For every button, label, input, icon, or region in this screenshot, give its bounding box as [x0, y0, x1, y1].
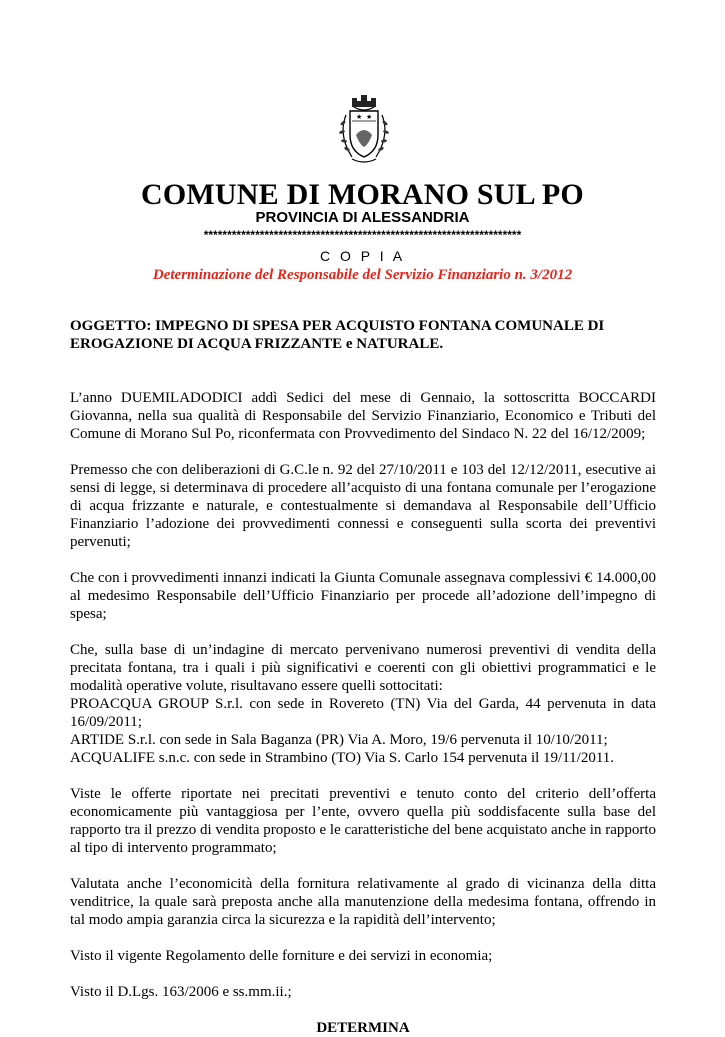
copy-label: C O P I A	[319, 248, 406, 264]
quote-item: ARTIDE S.r.l. con sede in Sala Baganza (PR) Via A. Moro, 19/6 pervenuta il 10/10/2011;	[70, 732, 608, 748]
determina-heading: DETERMINA	[316, 1020, 410, 1036]
svg-text:★: ★	[366, 113, 373, 121]
subject-line: OGGETTO: IMPEGNO DI SPESA PER ACQUISTO FONTANA COMUNALE DI EROGAZIONE DI ACQUA FRIZZANTE e NATURALE.	[70, 318, 605, 352]
star-separator: ********************************************************************	[203, 228, 522, 242]
quote-item: ACQUALIFE s.n.c. con sede in Strambino (TO) Via S. Carlo 154 pervenuta il 19/11/2011.	[70, 750, 615, 766]
quote-item: PROACQUA GROUP S.r.l. con sede in Rovereto (TN) Via del Garda, 44 pervenuta in data 16/09/2011;	[70, 696, 656, 730]
paragraph-economy: Valutata anche l’economicità della fornitura relativamente al grado di vicinanza della ditta venditrice, la quale sarà preposta anche alla manutenzione della medesima fontana, offrendo in tal modo ampia garanzia circa la sicurezza e la rapidità dell’intervento;	[70, 876, 656, 928]
paragraph-regulation: Visto il vigente Regolamento delle forniture e dei servizi in economia;	[70, 948, 493, 964]
municipality-title: COMUNE DI MORANO SUL PO	[141, 178, 584, 211]
paragraph-decree: Visto il D.Lgs. 163/2006 e ss.mm.ii.;	[70, 984, 292, 1000]
svg-text:★: ★	[356, 113, 363, 121]
determination-heading: Determinazione del Responsabile del Servizio Finanziario n. 3/2012	[152, 267, 573, 283]
document-body	[70, 317, 656, 1037]
paragraph-premesso: Premesso che con deliberazioni di G.C.le n. 92 del 27/10/2011 e 103 del 12/12/2011, esecutive ai sensi di legge, si determinava di procedere all’acquisto di una fontana comunale per l’erogazione di acqua frizzante e naturale, e contestualmente si demandava al Responsabile dell’Ufficio Finanziario l’adozione dei provvedimenti connessi e conseguenti sulla scorta dei preventivi pervenuti;	[70, 462, 656, 550]
paragraph-year: L’anno DUEMILADODICI addì Sedici del mese di Gennaio, la sottoscritta BOCCARDI Giovanna, nella sua qualità di Responsabile del Servizio Finanziario, Economico e Tributi del Comune di Morano Sul Po, riconfermata con Provvedimento del Sindaco N. 22 del 16/12/2009;	[70, 390, 656, 442]
paragraph-offers: Viste le offerte riportate nei precitati preventivi e tenuto conto del criterio dell’offerta economicamente più vantaggiosa per l’ente, ovvero quella più soddisfacente sulla base del rapporto tra il prezzo di vendita proposto e le caratteristiche del bene acquistato anche in rapporto al tipo di intervento programmato;	[70, 786, 657, 856]
municipal-crest-logo	[330, 87, 398, 169]
paragraph-market-survey: Che, sulla base di un’indagine di mercato pervenivano numerosi preventivi di vendita della precitata fontana, tra i quali i più significativi e coerenti con gli obiettivi programmatici e le modalità operative volute, risultavano essere quelli sottocitati:	[70, 642, 656, 694]
province-subtitle: PROVINCIA DI ALESSANDRIA	[255, 209, 470, 226]
paragraph-budget: Che con i provvedimenti innanzi indicati la Giunta Comunale assegnava complessivi € 14.000,00 al medesimo Responsabile dell’Ufficio Finanziario per procede all’adozione dell’impegno di spesa;	[70, 570, 656, 622]
